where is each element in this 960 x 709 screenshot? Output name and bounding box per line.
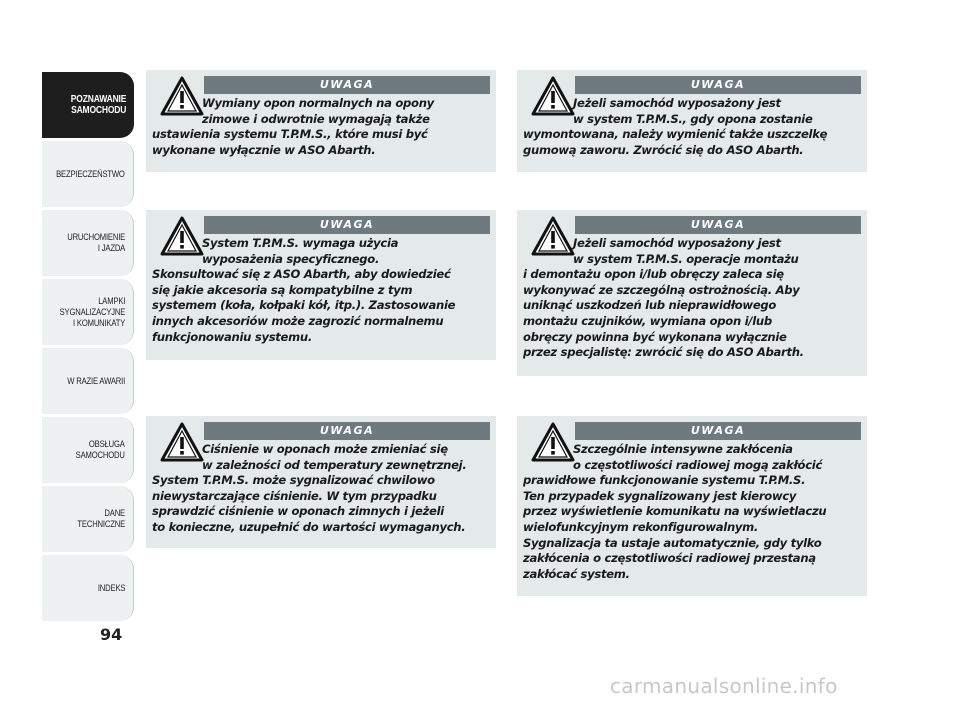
tab-poznawanie-samochodu[interactable] <box>42 72 134 138</box>
warning-text-line: to konieczne, uzupełnić do wartości wymaganych. <box>152 519 466 534</box>
warning-text-line: wykonywać ze szczególną ostrożnością. Aby <box>523 282 800 297</box>
tab-bezpieczenstwo[interactable] <box>42 141 134 207</box>
warning-text-line: zakłócać system. <box>523 566 630 581</box>
warning-heading: UWAGA <box>204 422 490 440</box>
warning-text <box>523 236 861 361</box>
warning-text-line: wielofunkcyjnym rekonfigurowalnym. <box>523 519 759 534</box>
warning-text-line: sprawdzić ciśnienie w oponach zimnych i jeżeli <box>152 504 444 519</box>
tab-label: POZNAWANIE SAMOCHODU <box>70 94 126 116</box>
warning-text-line: przez specjalistę: zwrócić się do ASO Abarth. <box>523 345 804 360</box>
warning-text-line: System T.P.M.S. wymaga użycia <box>202 236 399 250</box>
warning-text-line: Jeżeli samochód wyposażony jest <box>573 236 781 250</box>
warning-text <box>523 96 861 158</box>
tab-obsluga-samochodu[interactable] <box>42 417 134 483</box>
warning-heading: UWAGA <box>575 422 861 440</box>
tab-label: BEZPIECZEŃSTWO <box>56 168 125 179</box>
warning-text-line: w system T.P.M.S., gdy opona zostanie <box>573 111 813 126</box>
tab-w-razie-awarii[interactable] <box>42 348 134 414</box>
watermark: carmanualsonline.info <box>610 674 838 698</box>
warning-box-radio-interference <box>517 416 867 596</box>
warning-text-line: Wymiany opon normalnych na opony <box>202 96 434 110</box>
tab-lampki-sygnalizacyjne[interactable] <box>42 279 134 345</box>
warning-text-line: prawidłowe funkcjonowanie systemu T.P.M.S. <box>523 473 806 488</box>
warning-text-line: wykonane wyłącznie w ASO Abarth. <box>152 142 376 157</box>
warning-heading: UWAGA <box>575 216 861 234</box>
warning-text-line: w zależności od temperatury zewnętrznej. <box>202 457 467 472</box>
warning-text-line: Ten przypadek sygnalizowany jest kierowcy <box>523 488 797 503</box>
warning-text-line: obręczy powinna być wykonana wyłącznie <box>523 329 787 344</box>
page-number: 94 <box>100 625 123 644</box>
warning-text <box>152 96 490 158</box>
warning-text <box>152 236 490 345</box>
warning-text-line: uniknąć uszkodzeń lub nieprawidłowego <box>523 298 777 313</box>
warning-text-line: gumową zaworu. Zwrócić się do ASO Abarth. <box>523 142 804 157</box>
warning-text <box>523 442 861 582</box>
warning-heading: UWAGA <box>575 76 861 94</box>
warning-text-line: w system T.P.M.S. operacje montażu <box>573 251 799 266</box>
warning-box-mounting-tyres <box>517 210 867 376</box>
warning-text-line: System T.P.M.S. może sygnalizować chwilowo <box>152 473 435 488</box>
warning-text-line: wyposażenia specyficznego. <box>202 251 380 266</box>
warning-text-line: systemem (koła, kołpaki kół, itp.). Zastosowanie <box>152 298 456 313</box>
tab-label: OBSŁUGA SAMOCHODU <box>75 439 125 460</box>
tab-label: DANE TECHNICZNE <box>77 508 125 529</box>
warning-text-line: zakłócenia o częstotliwości radiowej przestaną <box>523 551 816 566</box>
warning-text-line: funkcjonowaniu systemu. <box>152 329 312 344</box>
warning-text-line: Szczególnie intensywne zakłócenia <box>573 442 793 456</box>
warning-text-line: Jeżeli samochód wyposażony jest <box>573 96 781 110</box>
warning-text-line: przez wyświetlenie komunikatu na wyświetlaczu <box>523 504 827 519</box>
warning-text-line: ustawienia systemu T.P.M.S., które musi być <box>152 127 428 142</box>
warning-text-line: Sygnalizacja ta ustaje automatycznie, gdy tylko <box>523 535 822 550</box>
warning-text-line: Ciśnienie w oponach może zmieniać się <box>202 442 448 456</box>
tab-label: URUCHOMIENIE I JAZDA <box>67 232 125 253</box>
warning-text-line: zimowe i odwrotnie wymagają także <box>202 111 430 126</box>
warning-text-line: Skonsultować się z ASO Abarth, aby dowiedzieć <box>152 267 451 282</box>
warning-text-line: montażu czujników, wymiana opon i/lub <box>523 313 772 328</box>
tab-dane-techniczne[interactable] <box>42 486 134 552</box>
tab-uruchomienie-i-jazda[interactable] <box>42 210 134 276</box>
warning-heading: UWAGA <box>204 76 490 94</box>
warning-box-pressure-temperature <box>146 416 496 548</box>
warning-text-line: i demontażu opon i/lub obręczy zaleca się <box>523 267 784 282</box>
tab-label: W RAZIE AWARII <box>67 375 125 386</box>
warning-text-line: innych akcesoriów może zagrozić normalnemu <box>152 313 444 328</box>
section-tabs <box>42 72 134 624</box>
warning-text-line: się jakie akcesoria są kompatybilne z tym <box>152 282 413 297</box>
warning-text <box>152 442 490 536</box>
tab-label: LAMPKI SYGNALIZACYJNE I KOMUNIKATY <box>59 295 125 328</box>
warning-box-valve-seal <box>517 70 867 172</box>
tab-indeks[interactable] <box>42 555 134 621</box>
tab-label: INDEKS <box>97 582 125 593</box>
warning-text-line: niewystarczające ciśnienie. W tym przypadku <box>152 488 437 503</box>
warning-box-winter-tyres <box>146 70 496 172</box>
warning-text-line: wymontowana, należy wymienić także uszczelkę <box>523 127 828 142</box>
warning-heading: UWAGA <box>204 216 490 234</box>
warning-text-line: o częstotliwości radiowej mogą zakłócić <box>573 457 823 472</box>
warning-box-specific-equipment <box>146 210 496 360</box>
